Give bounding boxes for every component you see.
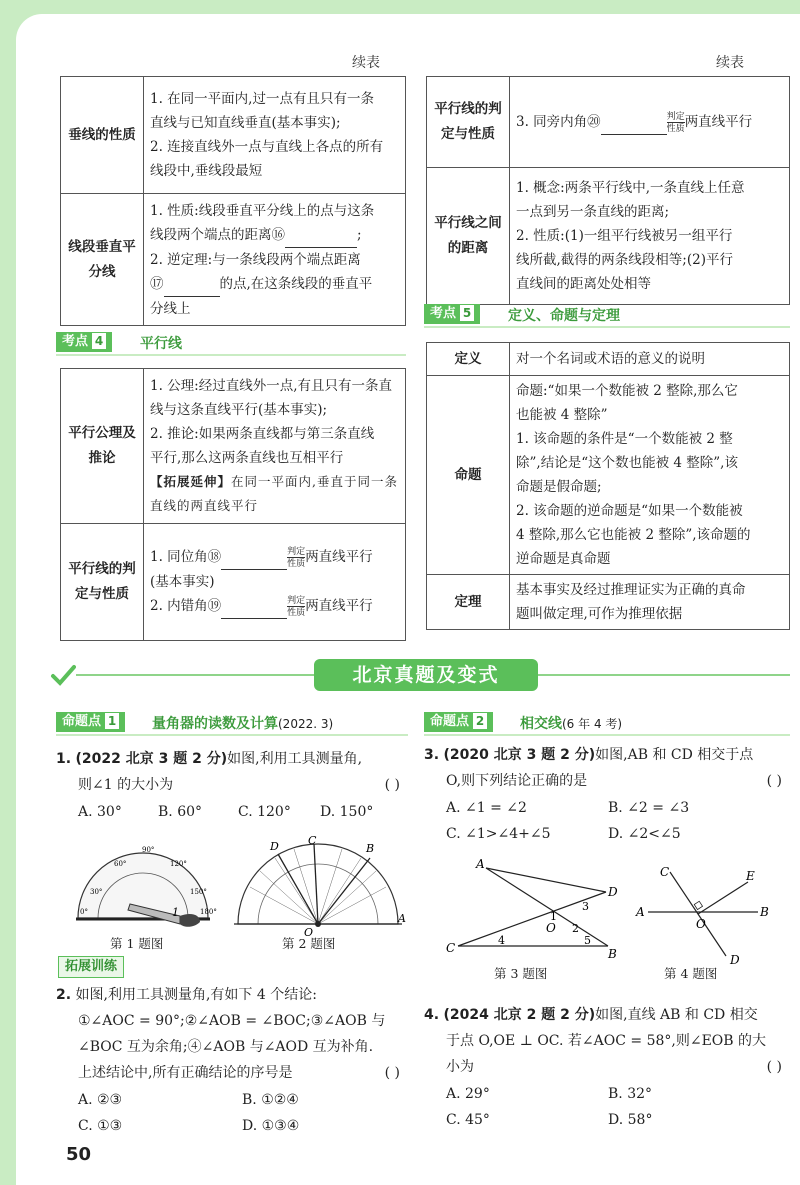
question-source: (2024 北京 2 题 2 分) (443, 1007, 596, 1023)
text: 的点,在这条线段的垂直平 (219, 275, 373, 292)
text: 小为 (446, 1059, 474, 1075)
text-line: 2. 连接直线外一点与直线上各点的所有 (150, 139, 384, 155)
tick-label: 90° (142, 846, 155, 854)
cell-content (510, 575, 790, 630)
question-number: 4. (424, 1007, 440, 1023)
blank-number: ⑯ (271, 226, 285, 243)
fill-blank[interactable] (221, 545, 287, 570)
question-line (424, 1002, 790, 1028)
extension-tag: 【拓展延伸】 (150, 474, 232, 489)
text-line: 1. 性质:线段垂直平分线上的点与这条 (150, 202, 375, 219)
badge-number: 1 (105, 713, 119, 729)
cell-key (427, 343, 510, 376)
cell-content (144, 194, 406, 326)
text: 两直线平行 (305, 549, 373, 565)
fraction (667, 111, 685, 134)
text: 线段两个端点的距离 (150, 226, 272, 243)
option-b[interactable]: B. 60° (158, 804, 203, 820)
frac-top: 判定 (666, 111, 685, 122)
text-line (150, 545, 399, 570)
text-line: 1. 公理:经过直线外一点,有且只有一条直 (150, 378, 393, 394)
text-line: 1. 在同一平面内,过一点有且只有一条 (150, 91, 374, 107)
option-b[interactable]: B. ①②④ (242, 1092, 299, 1108)
table-definitions (426, 342, 790, 630)
cell-key (61, 369, 144, 524)
badge-text: 命题点 (430, 714, 470, 729)
text-line: 2. 逆定理:与一条线段两个端点距离 (150, 251, 361, 268)
key-text: 线段垂直平分线 (68, 238, 136, 280)
text-line: 命题是假命题; (516, 479, 602, 495)
question-line (56, 1060, 406, 1086)
key-text: 平行线的判定与性质 (434, 101, 502, 142)
badge-text: 考点 (430, 306, 457, 321)
key-text: 平行线的判定与性质 (68, 561, 136, 602)
frac-bottom: 性质 (287, 608, 306, 618)
text-line: 2. 推论:如果两条直线都与第三条直线 (150, 426, 375, 442)
text-line: (基本事实) (150, 574, 215, 590)
point-label: A (398, 912, 406, 925)
topic-title (152, 713, 333, 733)
angle-label: 4 (498, 934, 505, 947)
frac-top: 判定 (287, 547, 306, 557)
question-line (56, 746, 406, 772)
extension-line: 直线的两直线平行 (150, 498, 259, 513)
question-1 (56, 746, 406, 798)
text: 2. 内错角 (150, 598, 208, 614)
text: 如图,利用工具测量角,有如下 4 个结论: (75, 987, 317, 1003)
badge-number: 5 (460, 305, 474, 321)
table-parallel-cont (426, 76, 790, 305)
text: O,则下列结论正确的是 (446, 773, 588, 789)
blank-number: ⑳ (587, 113, 601, 130)
point-label: B (608, 947, 617, 961)
cell-content: 对一个名词或术语的意义的说明 (510, 343, 790, 376)
table-parallel (60, 368, 406, 641)
text-line: 题叫做定理,可作为推理依据 (516, 606, 683, 622)
text-line: 2. 性质:(1)一组平行线被另一组平行 (516, 228, 733, 244)
text: 在同一平面内,垂直于同一条 (231, 474, 398, 489)
figure-caption: 第 2 题图 (282, 936, 336, 951)
answer-paren: ( ) (384, 1065, 400, 1081)
text-line: 命题:“如果一个数能被 2 整除,那么它 (516, 383, 738, 399)
point-label: D (270, 840, 279, 853)
cell-key (61, 77, 144, 194)
key-text: 垂线的性质 (68, 126, 136, 143)
text-line: 线与这条直线平行(基本事实); (150, 402, 328, 418)
badge-text: 命题点 (62, 714, 102, 729)
badge-text: 考点 (62, 334, 89, 349)
section-badge (56, 332, 112, 352)
fill-blank[interactable] (221, 594, 287, 619)
answer-paren: ( ) (766, 1059, 782, 1075)
text: 上述结论中,所有正确结论的序号是 (78, 1065, 293, 1081)
section-header-4 (56, 332, 406, 356)
text-line: 线段中,垂线段最短 (150, 163, 263, 179)
figure-caption: 第 3 题图 (494, 966, 548, 981)
tick-label: 30° (90, 888, 103, 896)
frac-bottom: 性质 (287, 559, 306, 569)
text-line: 线所截,截得的两条线段相等;(2)平行 (516, 252, 733, 268)
text-line: 直线与已知直线垂直(基本事实); (150, 115, 341, 131)
angle-label: 5 (584, 934, 591, 947)
title-text: 量角器的读数及计算 (152, 716, 278, 732)
fraction (287, 546, 305, 569)
text-line (150, 223, 399, 248)
question-line (424, 742, 790, 768)
text-line: 直线间的距离处处相等 (516, 276, 651, 292)
text-line: 1. 该命题的条件是“一个数能被 2 整 (516, 431, 733, 447)
tick-label: 60° (114, 860, 127, 868)
cell-key (427, 575, 510, 630)
fill-blank[interactable] (164, 272, 220, 297)
point-label: D (730, 953, 740, 964)
section-header-5 (424, 304, 790, 328)
badge-number: 4 (92, 333, 106, 349)
check-icon (50, 662, 76, 688)
option-a[interactable]: A. 29° (446, 1086, 490, 1102)
text: 两直线平行 (305, 598, 373, 614)
tick-label: 180° (200, 908, 217, 916)
point-label: C (660, 865, 670, 879)
cell-key (427, 77, 510, 168)
title-note: (6 年 4 考) (562, 717, 623, 731)
extension-note (150, 470, 399, 494)
question-3 (424, 742, 790, 794)
banner-title: 北京真题及变式 (314, 659, 538, 691)
option-c[interactable]: C. ①③ (78, 1118, 123, 1134)
tick-label: 0° (80, 908, 88, 916)
topic-header-1 (56, 712, 408, 736)
text-line: 分线上 (150, 300, 191, 317)
banner-line-right (536, 674, 790, 676)
point-label: A (636, 905, 645, 919)
question-number: 2. (56, 987, 72, 1003)
text: 3. 同旁内角 (516, 113, 588, 130)
point-label: O (304, 926, 314, 936)
option-a[interactable]: A. ∠1 = ∠2 (446, 800, 527, 816)
extension-training-tag: 拓展训练 (58, 956, 124, 978)
topic-badge (424, 712, 493, 732)
question-line: 于点 O,OE ⊥ OC. 若∠AOC = 58°,则∠EOB 的大 (446, 1033, 767, 1049)
figure-2-protractor (230, 836, 412, 936)
text-line (150, 594, 399, 619)
text-line (150, 272, 399, 297)
option-d[interactable]: D. ∠2<∠5 (608, 826, 681, 842)
text-line: 逆命题是真命题 (516, 551, 611, 567)
text-line: 也能被 4 整除” (516, 407, 608, 423)
option-d[interactable]: D. ①③④ (242, 1118, 300, 1134)
section-badge (424, 304, 480, 324)
page (16, 14, 800, 1185)
key-text: 定义 (454, 350, 482, 367)
text: 如图,直线 AB 和 CD 相交 (595, 1007, 758, 1023)
cell-key (427, 376, 510, 575)
fill-blank[interactable] (601, 110, 667, 135)
text: ; (357, 226, 362, 243)
text-line: 4 整除,那么它也能被 2 整除”,该命题的 (516, 527, 751, 543)
tick-label: 150° (190, 888, 207, 896)
option-a[interactable]: A. ②③ (78, 1092, 123, 1108)
key-text: 定理 (454, 593, 482, 610)
page-number: 50 (66, 1144, 92, 1165)
angle-label: 2 (572, 922, 579, 935)
angle-label: 1 (550, 910, 557, 923)
option-a[interactable]: A. 30° (78, 804, 122, 820)
point-label: A (476, 857, 485, 871)
angle-label: 1 (172, 906, 179, 919)
text-line: 2. 该命题的逆命题是“如果一个数能被 (516, 503, 743, 519)
option-c[interactable]: C. 120° (238, 804, 291, 820)
question-line (424, 768, 790, 794)
text: 1. 同位角 (150, 549, 208, 565)
text: 如图,利用工具测量角, (227, 751, 363, 767)
cell-key (61, 194, 144, 326)
question-number: 3. (424, 747, 440, 763)
point-label: E (746, 869, 755, 883)
frac-top: 判定 (287, 596, 306, 606)
question-line: ∠BOC 互为余角;④∠AOB 与∠AOD 互为补角. (78, 1039, 374, 1055)
point-label: B (760, 905, 769, 919)
key-text: 平行公理及推论 (68, 425, 136, 466)
text-line: 1. 概念:两条平行线中,一条直线上任意 (516, 180, 745, 196)
question-source: (2020 北京 3 题 2 分) (443, 747, 596, 763)
question-number: 1. (56, 751, 72, 767)
cell-content (144, 77, 406, 194)
cell-content (510, 376, 790, 575)
cell-key (427, 168, 510, 305)
answer-paren: ( ) (384, 777, 400, 793)
option-d[interactable]: D. 58° (608, 1112, 653, 1128)
title-note: (2022. 3) (278, 717, 334, 731)
cell-content (144, 524, 406, 641)
text: 则∠1 的大小为 (78, 777, 174, 793)
blank-number: ⑰ (150, 275, 164, 292)
header-right: 续表 (716, 55, 744, 71)
point-label: C (308, 836, 317, 847)
section-title: 定义、命题与定理 (508, 308, 620, 324)
text: 如图,AB 和 CD 相交于点 (595, 747, 754, 763)
point-label: D (608, 885, 618, 899)
text: 两直线平行 (684, 113, 753, 130)
cell-content (510, 77, 790, 168)
option-c[interactable]: C. ∠1>∠4+∠5 (446, 826, 551, 842)
figure-3-lines (440, 854, 620, 962)
point-label: B (366, 842, 375, 855)
section-title: 平行线 (140, 336, 182, 352)
figure-caption: 第 4 题图 (664, 966, 718, 981)
text-line: 一点到另一条直线的距离; (516, 204, 670, 220)
question-4 (424, 1002, 790, 1080)
topic-title (520, 713, 622, 733)
fill-blank[interactable] (285, 223, 357, 248)
topic-header-2 (424, 712, 790, 736)
figure-4-lines (634, 860, 784, 964)
figure-1-protractor (68, 836, 218, 936)
blank-number: ⑱ (207, 549, 222, 565)
key-text: 平行线之间的距离 (434, 215, 502, 256)
badge-number: 2 (473, 713, 487, 729)
question-line (56, 772, 406, 798)
cell-content (510, 168, 790, 305)
point-label: O (546, 921, 556, 935)
key-text: 命题 (454, 466, 482, 483)
option-b[interactable]: B. 32° (608, 1086, 653, 1102)
text-line: 基本事实及经过推理证实为正确的真命 (516, 582, 746, 598)
frac-bottom: 性质 (666, 123, 685, 134)
option-b[interactable]: B. ∠2 = ∠3 (608, 800, 690, 816)
angle-label: 3 (582, 900, 589, 913)
question-line (424, 1054, 790, 1080)
point-label: O (696, 917, 706, 931)
header-left: 续表 (352, 55, 380, 71)
fraction (287, 595, 305, 618)
question-line: ①∠AOC = 90°;②∠AOB = ∠BOC;③∠AOB 与 (78, 1013, 386, 1029)
figure-caption: 第 1 题图 (110, 936, 164, 951)
point-label: C (446, 941, 456, 955)
title-text: 相交线 (520, 716, 562, 732)
blank-number: ⑲ (207, 598, 222, 614)
text-line: 平行,那么这两条直线也互相平行 (150, 450, 344, 466)
answer-paren: ( ) (766, 773, 782, 789)
question-2 (56, 982, 406, 1086)
table-perpendicular (60, 76, 406, 326)
option-d[interactable]: D. 150° (320, 804, 374, 820)
cell-key (61, 524, 144, 641)
cell-content (144, 369, 406, 524)
topic-badge (56, 712, 125, 732)
banner-line-left (76, 674, 316, 676)
option-c[interactable]: C. 45° (446, 1112, 490, 1128)
tick-label: 120° (170, 860, 187, 868)
text-line: 除”,结论是“这个数也能被 4 整除”,该 (516, 455, 738, 471)
question-line (56, 982, 406, 1008)
question-source: (2022 北京 3 题 2 分) (75, 751, 228, 767)
